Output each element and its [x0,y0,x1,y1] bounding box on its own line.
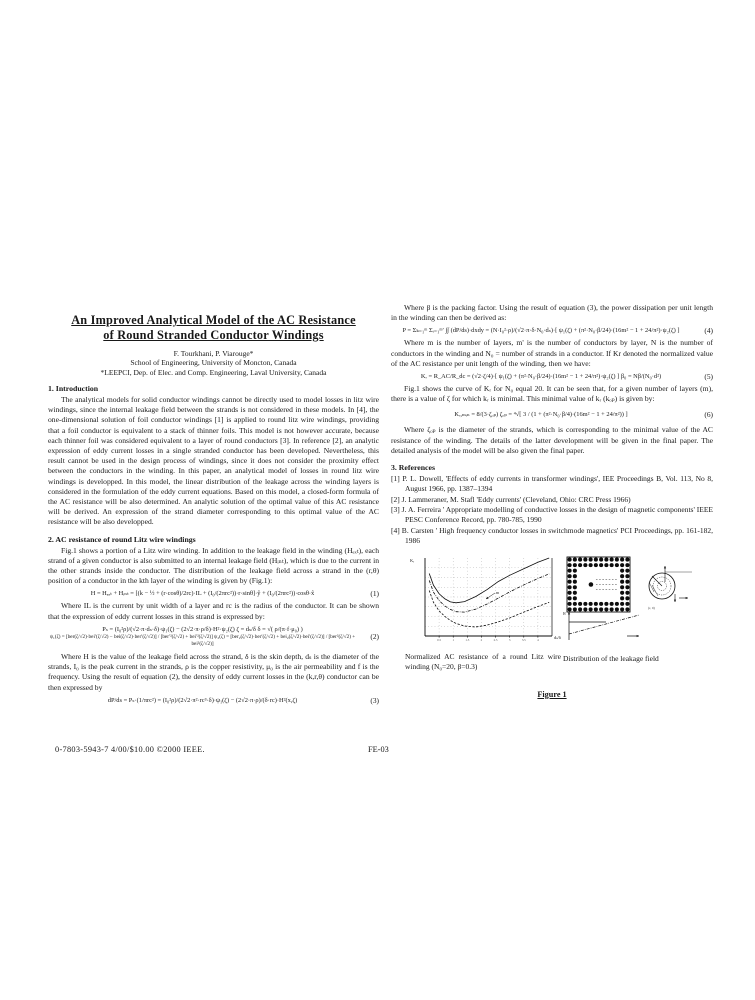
winding-dot [625,585,629,589]
layers-paragraph: Where m is the number of layers, m' is the number of conductors by layer, N is the number of conductors in the winding and N₀ = number of strands in a conductor. If Kr denoted the normalized value of the AC resistance per unit length of the winding, then we have: [391,338,713,368]
fig1-curve-paragraph: Fig.1 shows the curve of Kᵣ for N₀ equal 20. It can be seen that, for a given number of layers (m), there is a value of ζ for which kᵣ is minimal. This minimal value of kᵣ (kₒₚ) is given by: [391,384,713,404]
section-1-heading: 1. Introduction [48,383,99,393]
chart-xlabel: dₛ/δ [554,634,561,640]
winding-dot [589,607,593,611]
winding-dot [578,607,582,611]
equation-2-body [48,625,357,649]
winding-dot [568,601,572,605]
figure1-caption-right: Distribution of the leakage field [563,653,659,663]
footer-copyright: 0-7803-5943-7 4/00/$10.00 ©2000 IEEE. [55,745,205,754]
chart-ylabel: Kᵣ [410,557,415,563]
section2-paragraph-1: Fig.1 shows a portion of a Litz wire winding. In addition to the leakage field in the winding (Hₑₓₜ), each strand of a given conductor is also submitted to an internal leakage field (Hᵢₙₜ), which is due to the current in the other strands inside the conductor. The distribution of the leakage field across a strand in the (r,θ) position of a conductor in the kth layer of the winding is given by (Fig.1): [48,545,379,586]
leakage-axis-label: H [563,611,566,616]
winding-dot [625,557,629,561]
winding-dot [620,590,624,594]
section2-paragraph-2: Where IL is the current by unit width of a layer and rc is the radius of the conductor. It can be shown that the expression of eddy current losses in this strand is expressed by: [48,601,379,621]
conductor-down-arrow-head [674,599,676,601]
winding-dot [568,574,572,578]
kr-curve-m=5 [429,558,549,603]
winding-dot [620,596,624,600]
winding-dot [615,601,619,605]
equation-5-number: (5) [704,372,713,382]
winding-dot [625,563,629,567]
winding-dot [604,601,608,605]
winding-dot [620,585,624,589]
winding-dot [568,557,572,561]
leakage-x-arrow-head [637,634,639,636]
winding-dot [573,596,577,600]
winding-dot [620,557,624,561]
winding-dot [573,601,577,605]
equation-4-number: (4) [704,326,713,336]
winding-dot [568,585,572,589]
equation-2-number: (2) [370,632,379,642]
equation-5 [391,372,713,381]
winding-dot [610,563,614,567]
winding-dot [589,601,593,605]
winding-dot [578,601,582,605]
figure1-label: Figure 1 [537,689,567,699]
authors-line: F. Tourkhani, P. Viarouge* [173,349,254,358]
winding-dot [568,607,572,611]
winding-dot [610,601,614,605]
winding-dot [604,557,608,561]
kr-curve-m=1 [429,590,549,627]
winding-dot [599,607,603,611]
winding-dot [568,596,572,600]
winding-dot [583,557,587,561]
winding-dot [578,563,582,567]
winding-dot [568,563,572,567]
conductor-v-arrow-head [664,566,666,568]
reference-item: [3] J. A. Ferreira ' Appropriate modelling of conductive losses in the design of magnetic components' IEEE PESC Conference Record, pp. 780-785, 1990 [391,505,713,525]
winding-dot [625,590,629,594]
winding-dot [573,585,577,589]
winding-dot [594,601,598,605]
equation-2-line-1: Pₛ = (I₀²ρ)/(√2·π·dₛ·δ)·ψ₁(ζ) − (2√2·π·ρ/δ)·H²·ψ₂(ζ) ζ = dₛ/δ δ = √( ρ/(π·f·μ₀) ) [102,625,303,633]
title-line-2: of Round Stranded Conductor Windings [103,328,324,342]
chart-tick-label: 2.5 [493,637,498,642]
section2-paragraph-3: Where H is the value of the leakage field across the strand, δ is the skin depth, dₛ is the diameter of the strands, I₀ is the peak current in the strands, ρ is the copper resistivity, μ₀ is the air permeability and f is the frequency. Using the result of equation (2), the density of eddy current losses in the (k,r,θ) conductor can be then expressed by [48,651,379,692]
equation-3-body: dP/ds = Pₛ·(1/πrc²) = (I₀²ρ)/(2√2·π²·rc³·δ)·ψ₁(ζ) − (2√2·π·ρ)/(δ·rc)·H²(x,ζ) [107,696,298,704]
reference-item: [1] P. L. Dowell, 'Effects of eddy currents in transformer windings', IEE Proceedings B, Vol. 113, No 8, August 1966, pp. 1387–1394 [391,474,713,493]
winding-dot [599,563,603,567]
equation-4-body: P = Σₖ₌₁ᵐ Σᵢ₌₁ᵐ′ ∫∫ (dP/ds)·dxdy = (N·I₀²·ρ)/(√2·π·δ·N₀·dₛ)·[ ψ₁(ζ) + (π²·N₀·β/24)·(16m² − 1 + 24/π²)·ψ₂(ζ) ] [402,327,680,335]
figure1-caption-left: Normalized AC resistance of a round Litz wire winding (N₀=20, β=0.3) [405,651,561,671]
winding-dot [625,568,629,572]
winding-dot [568,590,572,594]
chart-tick-label: 1.5 [465,637,470,642]
conductor-radius-line [652,576,662,586]
equation-3-number: (3) [370,695,379,705]
winding-dot [589,563,593,567]
packing-factor-paragraph: Where β is the packing factor. Using the result of equation (3), the power dissipation per unit length in the winding can then be derived as: [391,303,713,323]
winding-dot [578,557,582,561]
footer-page-id: FE-03 [368,745,389,754]
equation-3 [48,696,379,705]
winding-dot [568,579,572,583]
winding-dot [594,557,598,561]
right-column [391,303,713,706]
winding-dot [573,590,577,594]
winding-dot [625,607,629,611]
winding-dot [573,557,577,561]
winding-dot [610,607,614,611]
intro-paragraph: The analytical models for solid conductor windings cannot be directly used to model losses in litz wire windings, since the internal leakage field between the strands is not considered in these models. In [4], the one-dimensional solution of foil conductor windings [1] is applied to round litz wire windings, providing that a foil conductor is equivalent to a stack of thinner foils. This model is not however accurate, because each thinner foil was considered equivalent to a layer of round conductors [3]. In reference [2], an analytic expression of eddy current losses in a single stranded conductor has been developed. Nevertheless, this result cannot be used in the design process of windings, since it does not consider the proximity effect between the conductors in the winding. In this paper, an analytical model of losses in round litz wire windings is developped. In this model, the linear distribution of the leakage across the winding layers is considered in the formulation of the eddy current equations. Based on this model, a closed-form formula of the AC resistance will be also determined. An analytic solution of the optimal value of this AC resistance will be derived. An expression of the strand diameter corresponding to this optimal value of the AC resistance will be also developped. [48,394,379,527]
chart-tick-label: 3 [508,637,511,642]
references-list [391,474,713,546]
winding-dot [615,563,619,567]
equation-2-line-2: ψ₁(ζ) = [ber(ζ/√2)·bei′(ζ/√2) − bei(ζ/√2)·ber′(ζ/√2)] / [ber′²(ζ/√2) + bei′²(ζ/√2)] ψ₂(ζ) = [ber₂(ζ/√2)·ber′(ζ/√2) + bei₂(ζ/√2)·bei′(ζ/√2)] / [ber²(ζ/√2) + bei²(ζ/√2)] [49,633,356,648]
winding-dot [573,574,577,578]
winding-dot [620,563,624,567]
winding-dot [594,607,598,611]
winding-dot [620,574,624,578]
winding-dot [573,607,577,611]
chart-tick-label: 4 [537,637,539,642]
winding-dot [599,601,603,605]
equation-6 [391,410,713,419]
winding-dot [620,601,624,605]
winding-dot [568,568,572,572]
leakage-ramp-line [569,615,639,634]
figure-1 [391,552,713,706]
reference-item: [4] B. Carsten ' High frequency conductor losses in switchmode magnetics' PCI Proceedings, pp. 161-182, 1986 [391,526,713,545]
center-conductor-dot [589,582,594,587]
winding-dot [615,607,619,611]
affiliation-2: *LEEPCI, Dep. of Elec. and Comp. Engineering, Laval University, Canada [100,367,327,377]
kr-curve-m=3 [429,573,549,611]
equation-1-number: (1) [370,589,379,599]
reference-item: [2] J. Lammeraner, M. Stafl 'Eddy currents' (Cleveland, Ohio: CRC Press 1966) [391,494,631,504]
author-block [48,349,379,377]
winding-dot [583,607,587,611]
chart-tick-label: 0.5 [437,637,442,642]
equation-1-body: H = Hₑₓₜ + Hᵢₙₜ = [(k − ½ + (r·cosθ)/2rc)·IL + (I₀/(2πrc²))·r·sinθ]·ŷ + (I₀/(2πrc²))·cosθ·x̂ [90,590,315,598]
winding-dot [604,563,608,567]
affiliation-1: School of Engineering, University of Moncton, Canada [130,358,297,368]
chart-annotation-label: m [496,589,500,595]
winding-dot [625,601,629,605]
strand-position-label: (r, θ) [648,605,655,610]
equation-6-body: Kᵣ,ₘᵢₙ = 8/(3·ζₒₚ) ζₒₚ = ⁴√[ 3 / (1 + (π²·N₀·β/4)·(16m² − 1 + 24/π²)) ] [454,411,628,419]
chart-tick-label: 2 [480,637,483,642]
winding-dot [573,579,577,583]
chart-tick-label: 1 [452,637,454,642]
paper-title [48,313,379,343]
references-heading: 3. References [391,463,436,473]
equation-6-number: (6) [704,410,713,420]
winding-dot [625,579,629,583]
chart-tick-label: 3.5 [521,637,526,642]
figure1-graphic [391,552,713,647]
equation-1 [48,589,379,598]
title-line-1: An Improved Analytical Model of the AC Resistance [71,313,356,327]
zeta-op-paragraph: Where ζₒₚ is the diameter of the strands, which is corresponding to the minimal value of the AC resistance of the winding. The details of the latter development will be given in the final paper. The detailed analysis of the model will be also given the final paper. [391,425,713,455]
conductor-right-arrow-head [686,596,688,598]
winding-dot [625,574,629,578]
winding-dot [583,601,587,605]
equation-2 [48,625,379,649]
equation-4 [391,326,713,335]
section-2-heading: 2. AC resistance of round Litz wire windings [48,534,196,544]
winding-dot [620,579,624,583]
winding-dot [573,563,577,567]
winding-dot [589,557,593,561]
winding-dot [615,557,619,561]
equation-5-body: Kᵣ = R_AC/R_dc = (√2·ζ/4)·[ ψ₁(ζ) + (π²·N₀·β/24)·(16m² − 1 + 24/π²)·ψ₂(ζ) ] β₀ = Nβ/(N₀·d²) [420,373,662,381]
winding-dot [594,563,598,567]
conductor-hatch [652,585,658,596]
winding-dot [599,557,603,561]
winding-dot [583,563,587,567]
winding-dot [573,568,577,572]
winding-dot [610,557,614,561]
left-column [48,305,379,708]
winding-dot [620,607,624,611]
winding-dot [625,596,629,600]
winding-dot [620,568,624,572]
winding-dot [604,607,608,611]
